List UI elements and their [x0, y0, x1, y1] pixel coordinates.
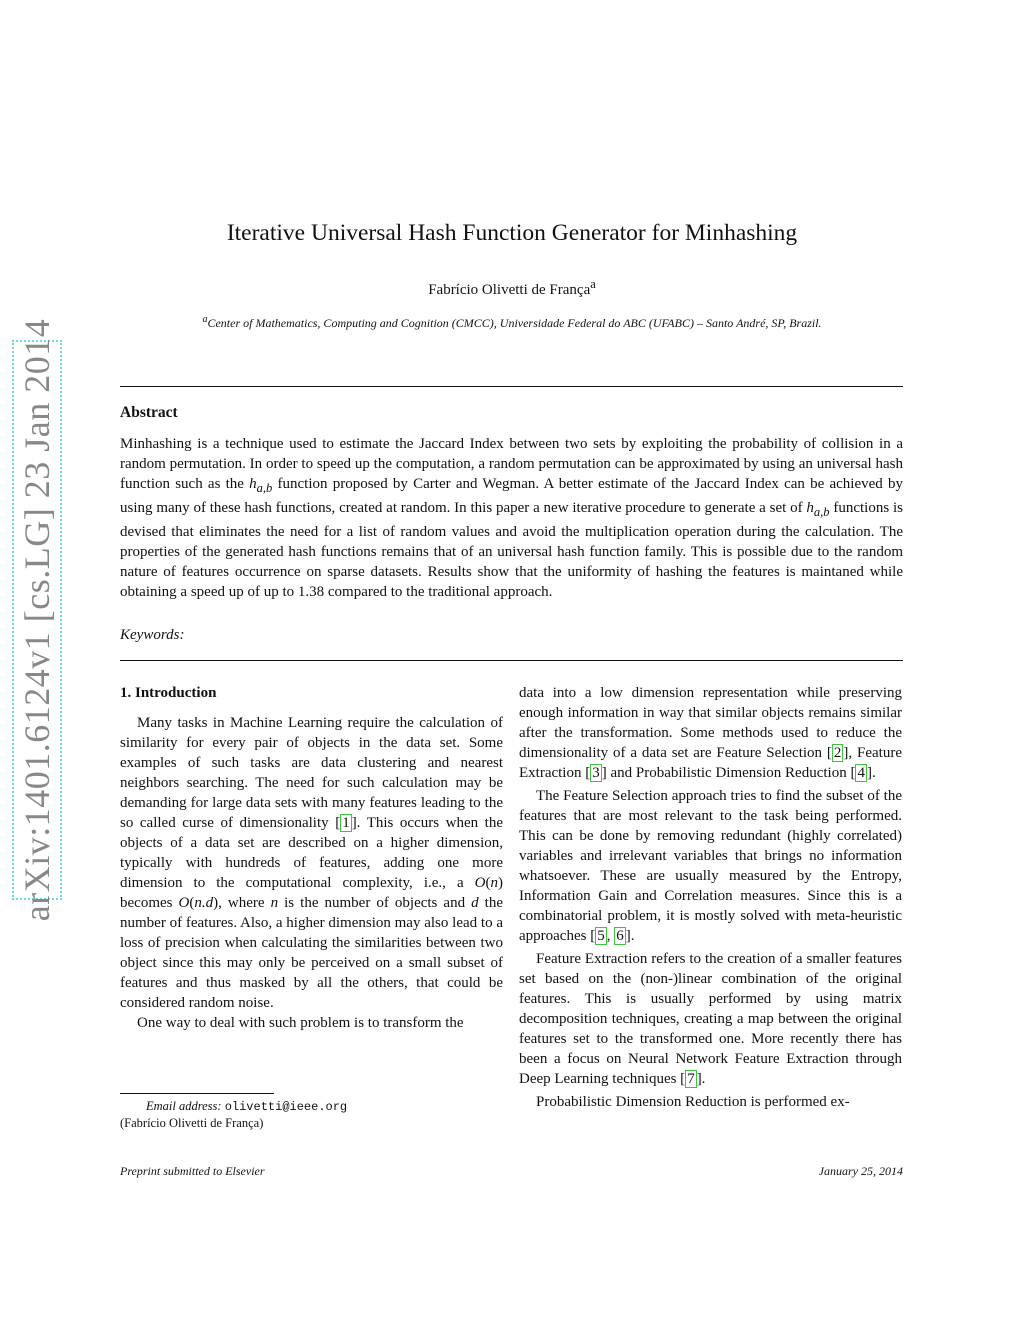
abstract-part-1: Minhashing is a technique used to estimate the Jaccard Index between two sets by exploiting the probability of collision in a random permutation. In order to speed up the computation, a random permutation can be approximated by using an universal hash function such as the [120, 436, 903, 492]
citation-link-2[interactable]: 2 [833, 745, 842, 761]
preprint-note: Preprint submitted to Elsevier [120, 1164, 265, 1178]
footnote-rule [120, 1093, 274, 1094]
top-rule [120, 386, 903, 387]
author-superscript: a [590, 277, 596, 291]
hash-function-symbol-2: $h_{a,b}$ [806, 500, 830, 519]
intro-paragraph-2: One way to deal with such problem is to transform the [137, 1015, 464, 1031]
arxiv-stamp [12, 318, 62, 922]
author-name: Fabrício Olivetti de França [428, 282, 591, 298]
citation-link-6[interactable]: 6 [616, 928, 624, 944]
preprint-date: January 25, 2014 [818, 1164, 903, 1178]
abstract-part-2: function proposed by Carter and Wegman. A better estimate of the Jaccard Index can be achieved by using many of these hash functions, created at random. In this paper a new iterative procedure to generate a set of [120, 476, 903, 516]
footnote-email-line [120, 1098, 347, 1115]
right-paragraph-1: data into a low dimension representation while preserving enough information in way that similar objects remains similar after the transformation. Some methods used to reduce the dimensionality of a data set are Feature Selection [ 2 ], Feature Extraction [ 3 ] and Probabilistic Dimension Reduction [ 4 ]. [519, 685, 902, 781]
probabilistic-reduction-paragraph: Probabilistic Dimension Reduction is performed ex- [536, 1094, 850, 1110]
abstract-heading: Abstract [120, 404, 178, 421]
right-column [519, 683, 902, 1112]
footnote [120, 1098, 347, 1131]
author-line [0, 277, 1024, 299]
keywords-label: Keywords: [120, 627, 185, 643]
feature-selection-paragraph: The Feature Selection approach tries to find the subset of the features that are most relevant to the task being performed. This can be done by removing redundant (highly correlated) variables and irrelevant variables that brings no information whatsoever. These are usually measured by the Entropy, Information Gain and Correlation measures. Since this is a combinatorial problem, it is mostly solved with meta-heuristic approaches [ 5 , 6 ]. [519, 788, 902, 944]
affiliation-superscript: a [202, 314, 208, 325]
citation-link-1[interactable]: 1 [342, 815, 350, 831]
left-column [120, 683, 503, 1033]
abstract-part-3: functions is devised that eliminates the need for a list of random values and avoid the multiplication operation during the calculation. The properties of the generated hash functions remains that of an universal hash function family. This is possible due to the random nature of features occurrence on sparse datasets. Results show that the uniformity of hashing the features is maintaned while obtaining a speed up of up to 1.38 compared to the traditional approach. [120, 500, 903, 600]
citation-link-7[interactable]: 7 [687, 1071, 695, 1087]
email-address[interactable]: olivetti@ieee.org [224, 1100, 348, 1114]
footnote-author-name: (Fabrício Olivetti de França) [120, 1116, 264, 1130]
citation-link-5[interactable]: 5 [597, 928, 605, 944]
citation-link-3[interactable]: 3 [592, 765, 600, 781]
feature-extraction-paragraph: Feature Extraction refers to the creation of a smaller features set based on the (non-)linear combination of the original features. This is usually performed by using matrix decomposition techniques, creating a map between the original features set to the transformed one. More recently there has been a focus on Neural Network Feature Extraction through Deep Learning techniques [ 7 ]. [519, 951, 902, 1087]
affiliation-text: Center of Mathematics, Computing and Cognition (CMCC), Universidade Federal do ABC (UFABC) – Santo André, SP, Brazil. [207, 316, 822, 330]
arxiv-stamp-text: arXiv:1401.6124v1 [cs.LG] 23 Jan 2014 [17, 318, 57, 922]
section-heading-introduction: 1. Introduction [120, 685, 217, 701]
bottom-rule [120, 660, 903, 661]
citation-link-4[interactable]: 4 [857, 765, 865, 781]
hash-function-symbol: $h_{a,b}$ [249, 476, 273, 495]
intro-paragraph-1: Many tasks in Machine Learning require the calculation of similarity for every pair of objects in the data set. Some examples of such tasks are data clustering and nearest neighbors searching. The need for such calculation may be demanding for large data sets with many features leading to the so called curse of dimensionality [ 1 ]. This occurs when the objects of a data set are described on a higher dimension, typically with hundreds of features, adding one more dimension to the computational complexity, i.e., a O(n) becomes O(n.d), where n is the number of objects and d the number of features. Also, a higher dimension may also lead to a loss of precision when calculating the similarities between two object since this may only be perceived on a small subset of features and thus masked by all the others, that could be considered random noise. [120, 715, 503, 1011]
paper-title: Iterative Universal Hash Function Generator for Minhashing [226, 220, 798, 246]
abstract-text [120, 434, 903, 602]
email-label: Email address: [146, 1099, 222, 1113]
affiliation-line [0, 314, 1024, 331]
